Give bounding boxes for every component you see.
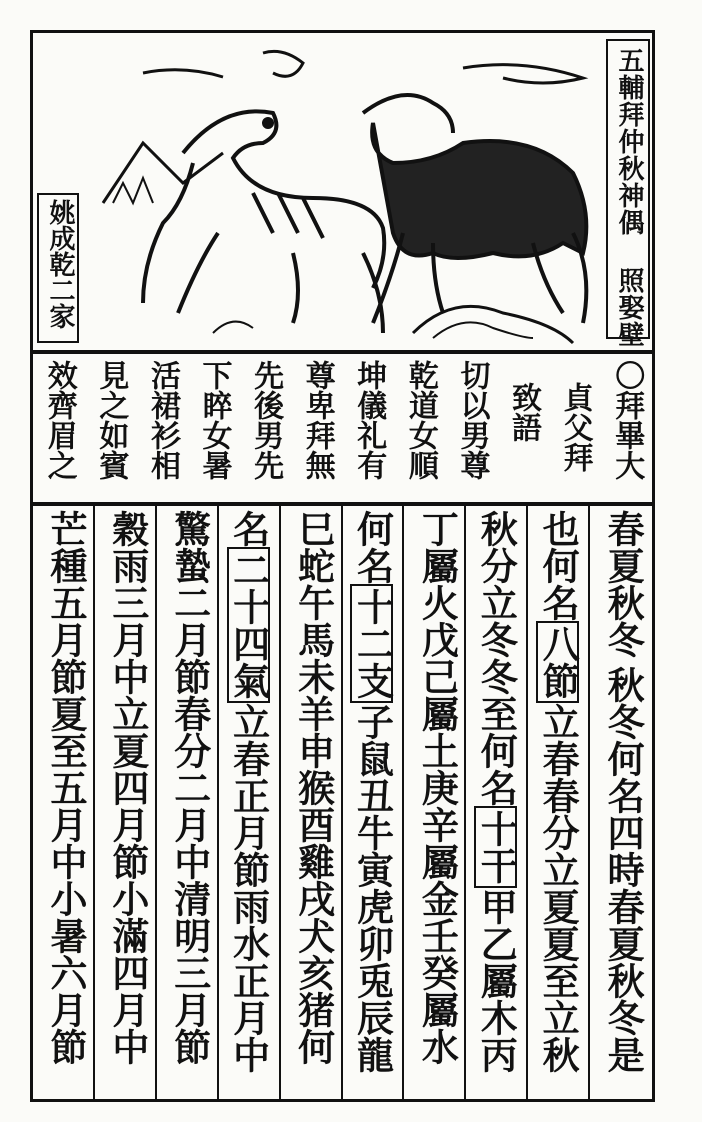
column-rule [341, 506, 343, 1099]
boxed-term: 十干 [474, 806, 517, 888]
lower-column: 穀雨三月中立夏四月節小滿四月中 [105, 510, 150, 1065]
horse-figure [143, 111, 384, 333]
ox-figure [363, 95, 586, 323]
middle-column: 坤儀礼有 [351, 360, 387, 480]
caption-left-box [37, 193, 79, 343]
caption-right-box [606, 39, 650, 348]
column-rule [155, 506, 157, 1099]
boxed-term: 十二支 [350, 584, 393, 703]
middle-column: 尊卑拜無 [299, 360, 335, 480]
middle-column: 先後男先 [248, 360, 284, 480]
illustration-panel [33, 33, 652, 350]
first-column-tail: 秋冬何名四時春夏秋冬是 [601, 666, 646, 1073]
middle-column: 效齊眉之 [41, 360, 77, 480]
lower-section [33, 506, 652, 1099]
column-rule [93, 506, 95, 1099]
caption-right: 五輔拜仲秋神偶 照娶壁 [614, 47, 644, 348]
lower-column: 何名十二支子鼠丑牛寅虎卯兎辰龍 [350, 510, 395, 1073]
middle-section [33, 354, 652, 502]
column-rule [217, 506, 219, 1099]
middle-column: 〇拜畢大 [609, 360, 645, 480]
middle-column: 致語 [506, 382, 542, 442]
lower-column: 芒種五月節夏至五月中小暑六月節 [43, 510, 88, 1065]
lower-column: 春夏秋冬 [601, 510, 646, 658]
lower-column: 秋分立冬冬至何名十干甲乙屬木丙 [474, 510, 519, 1073]
middle-column: 貞父拜 [557, 382, 593, 472]
column-rule [279, 506, 281, 1099]
middle-column: 乾道女順 [402, 360, 438, 480]
column-rule [464, 506, 466, 1099]
middle-column: 下睟女暑 [196, 360, 232, 480]
column-rule [588, 506, 590, 1099]
boxed-term: 二十四氣 [227, 547, 270, 703]
lower-column: 驚蟄二月節春分二月中清明三月節 [167, 510, 212, 1065]
middle-column: 見之如賓 [93, 360, 129, 480]
lower-column: 丁屬火戊己屬土庚辛屬金壬癸屬水 [415, 510, 460, 1065]
middle-column: 切以男尊 [454, 360, 490, 480]
lower-column: 也何名八節立春春分立夏夏至立秋 [536, 510, 581, 1073]
illustration-woodcut [33, 33, 652, 350]
caption-left: 姚成乾二家 [45, 199, 75, 329]
lower-column: 名二十四氣立春正月節雨水正月中 [226, 510, 271, 1073]
column-rule [402, 506, 404, 1099]
middle-column: 活裙衫相 [144, 360, 180, 480]
lower-column: 巳蛇午馬未羊申猴酉雞戌犬亥猪何 [291, 510, 336, 1065]
column-rule [526, 506, 528, 1099]
boxed-term: 八節 [536, 621, 579, 703]
